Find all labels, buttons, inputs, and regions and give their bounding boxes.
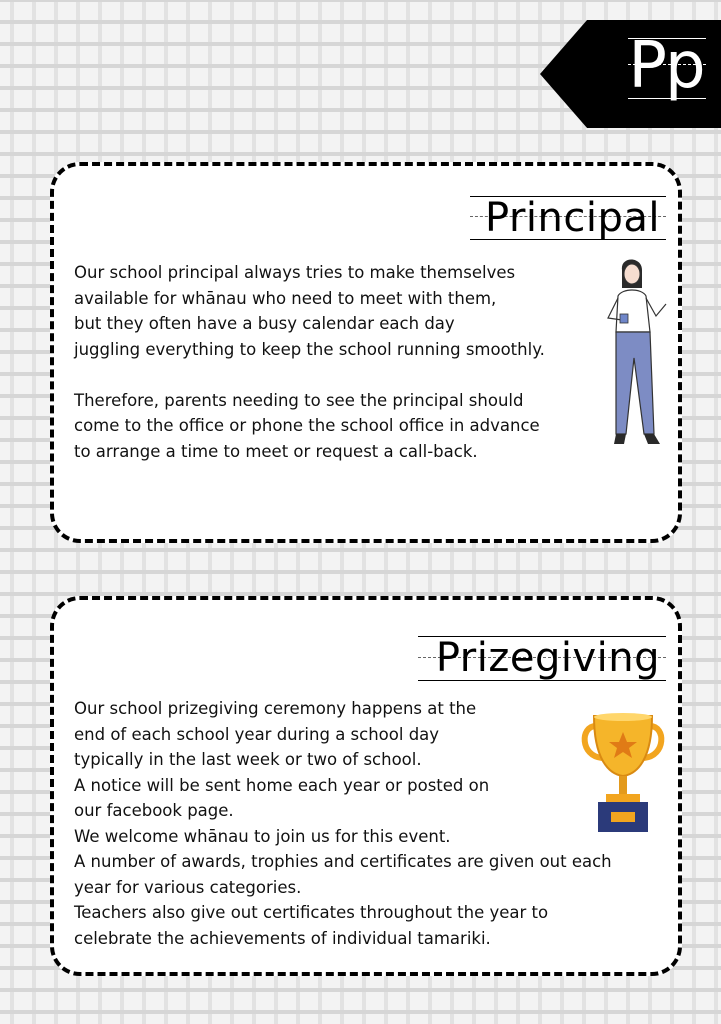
prizegiving-card [50, 596, 682, 976]
trophy-icon [578, 712, 668, 836]
woman-holding-cup-illustration [596, 258, 676, 454]
prizegiving-text: Our school prizegiving ceremony happens at the end of each school year during a school day typically in the last week or two of school. A notice will be sent home each year or posted on our facebook page. We welcome whānau to join us for this event. A number of awards, trophies and certificates are given out each year for various categories. Teachers also give out certificates throughout the year to celebrate the achievements of individual tamariki. [74, 699, 612, 948]
principal-text: Our school principal always tries to make themselves available for whānau who need to meet with them, but they often have a busy calendar each day juggling everything to keep the school running smoothly. Therefore, parents needing to see the principal should come to the office or phone the school office in advance to arrange a time to meet or request a call-back. [74, 263, 545, 461]
principal-card [50, 162, 682, 543]
principal-title: Principal [485, 195, 660, 241]
tab-letter: Pp [628, 29, 704, 103]
prizegiving-title: Prizegiving [435, 635, 660, 681]
